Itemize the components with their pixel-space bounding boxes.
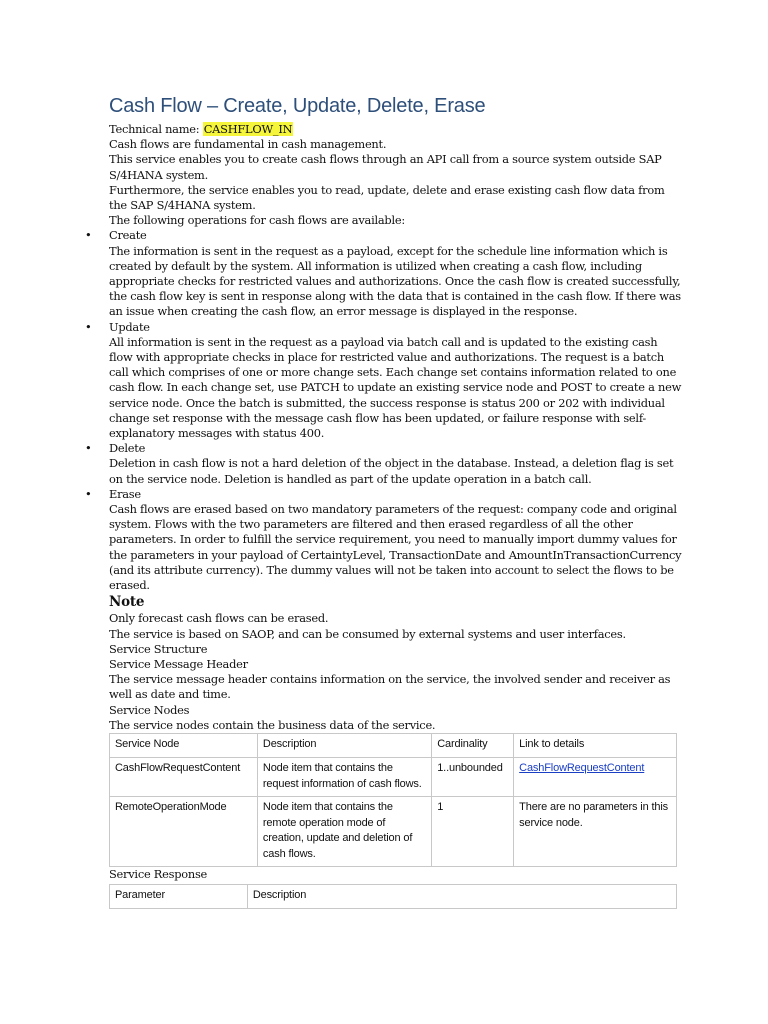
link-cell: There are no parameters in this service node. (514, 797, 677, 867)
operation-delete (85, 441, 684, 487)
cashflow-request-content-link[interactable]: CashFlowRequestContent (519, 762, 645, 775)
column-header: Description (257, 733, 431, 758)
intro-paragraph: This service enables you to create cash flows through an API call from a source system outside SAP S/4HANA system. (109, 152, 662, 182)
bullet-icon: • (85, 441, 92, 456)
node-cell: CashFlowRequestContent (110, 758, 258, 797)
message-header-heading: Service Message Header (109, 656, 248, 671)
service-nodes-text: The service nodes contain the business data of the service. (109, 717, 436, 732)
table-header-row (110, 884, 677, 909)
technical-name-label: Technical name: (109, 122, 200, 136)
operation-description: The information is sent in the request as a payload, except for the schedule line information which is created by default by the system. All information is utilized when creating a cash flow, including appropriate checks for restricted values and authorizations. Once the cash flow is created successfully, the cash flow key is sent in response along with the data that is contained in the cash flow. If there was an issue when creating the cash flow, an error message is displayed in the response. (109, 243, 681, 319)
column-header: Cardinality (432, 733, 514, 758)
operation-update (85, 319, 684, 442)
note-heading: Note (109, 594, 145, 611)
intro-paragraph: Furthermore, the service enables you to read, update, delete and erase existing cash flow data from the SAP S/4HANA system. (109, 182, 665, 213)
description-cell: Node item that contains the remote operation mode of creation, update and deletion of cash flows. (257, 797, 431, 867)
bullet-icon: • (85, 319, 92, 334)
service-structure-heading: Service Structure (109, 641, 208, 656)
service-response-table (109, 884, 677, 910)
column-header: Link to details (514, 733, 677, 758)
link-cell (514, 758, 677, 797)
operation-create (85, 228, 684, 319)
operation-name: Delete (109, 441, 146, 456)
saop-text: The service is based on SAOP, and can be consumed by external systems and user interfaces. (109, 626, 626, 641)
technical-name-value: CASHFLOW_IN (203, 122, 293, 136)
service-nodes-heading: Service Nodes (109, 702, 190, 717)
technical-name-line (109, 122, 684, 137)
node-cell: RemoteOperationMode (110, 797, 258, 867)
bullet-icon: • (85, 228, 92, 243)
service-response-heading: Service Response (109, 867, 208, 882)
intro-paragraph: Cash flows are fundamental in cash management. (109, 137, 387, 152)
document-body (85, 94, 684, 909)
operation-name: Update (109, 319, 150, 334)
page-title: Cash Flow – Create, Update, Delete, Erase (109, 95, 486, 117)
operation-erase (85, 486, 684, 593)
operation-name: Erase (109, 486, 141, 501)
operation-name: Create (109, 228, 147, 243)
table-header-row (110, 733, 677, 758)
cardinality-cell: 1 (432, 797, 514, 867)
bullet-icon: • (85, 486, 92, 501)
intro-paragraph: The following operations for cash flows are available: (109, 213, 405, 228)
note-text: Only forecast cash flows can be erased. (109, 611, 329, 626)
column-header: Parameter (110, 884, 248, 909)
service-nodes-table (109, 733, 677, 868)
operation-description: All information is sent in the request as a payload via batch call and is updated to the existing cash flow with appropriate checks in place for restricted value and authorizations. The request is a batch call which comprises of one or more change sets. Each change set contains information related to one cash flow. In each change set, use PATCH to update an existing service node and POST to create a new service node. Once the batch is submitted, the success response is status 200 or 202 with individual change set response with the message cash flow has been updated, or failure response with self-explanatory messages with status 400. (109, 334, 682, 441)
message-header-text: The service message header contains information on the service, the involved sender and receiver as well as date and time. (109, 672, 671, 702)
table-row (110, 758, 677, 797)
column-header: Description (247, 884, 676, 909)
column-header: Service Node (110, 733, 258, 758)
operation-description: Deletion in cash flow is not a hard deletion of the object in the database. Instead, a deletion flag is set on the service node. Deletion is handled as part of the update operation in a batch call. (109, 456, 674, 486)
cardinality-cell: 1..unbounded (432, 758, 514, 797)
description-cell: Node item that contains the request information of cash flows. (257, 758, 431, 797)
table-row (110, 797, 677, 867)
operation-description: Cash flows are erased based on two mandatory parameters of the request: company code and original system. Flows with the two parameters are filtered and then erased regardless of all the other parameters. In order to fulfill the service requirement, you need to manually import dummy values for the parameters in your payload of CertaintyLevel, TransactionDate and AmountInTransactionCurrency (and its attribute currency). The dummy values will not be taken into account to select the flows to be erased. (109, 502, 682, 593)
